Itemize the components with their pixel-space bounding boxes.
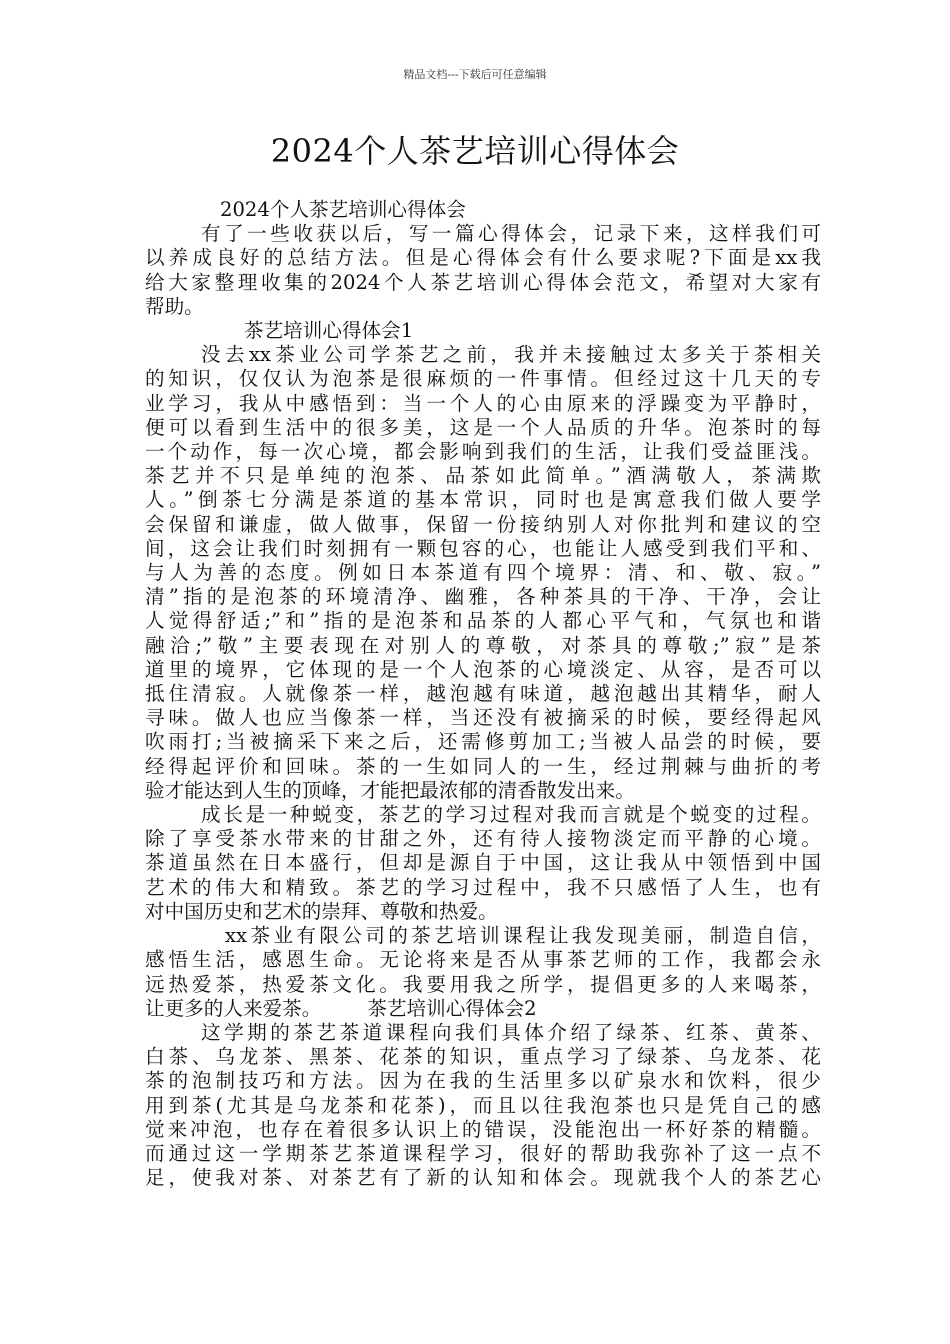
text-line: 没去xx茶业公司学茶艺之前，我并未接触过太多关于茶相关 bbox=[201, 343, 821, 367]
paragraph-4 bbox=[145, 1021, 821, 1190]
intro-paragraph bbox=[145, 222, 821, 319]
text-line: 人。”倒茶七分满是茶道的基本常识，同时也是寓意我们做人要学 bbox=[145, 488, 821, 512]
text-line: 茶的泡制技巧和方法。因为在我的生活里多以矿泉水和饮料，很少 bbox=[145, 1069, 821, 1093]
paragraph-2 bbox=[145, 803, 821, 924]
document-title: 2024个人茶艺培训心得体会 bbox=[270, 132, 680, 170]
text-line: 帮助。 bbox=[145, 294, 204, 318]
text-line: 除了享受茶水带来的甘甜之外，还有待人接物淡定而平静的心境。 bbox=[145, 827, 821, 851]
text-line: 以养成良好的总结方法。但是心得体会有什么要求呢?下面是xx我 bbox=[145, 246, 821, 270]
text-line: 清”指的是泡茶的环境清净、幽雅，各种茶具的干净、干净，会让 bbox=[145, 585, 821, 609]
subtitle bbox=[145, 198, 821, 222]
text-line: 与人为善的态度。例如日本茶道有四个境界：清、和、敬、寂。” bbox=[145, 561, 821, 585]
text-line: 间，这会让我们时刻拥有一颗包容的心，也能让人感受到我们平和、 bbox=[145, 536, 821, 560]
text-line: 觉来冲泡，也存在着很多认识上的错误，没能泡出一杯好茶的精髓。 bbox=[145, 1117, 821, 1141]
text-line: 寻味。做人也应当像茶一样，当还没有被摘采的时候，要经得起风 bbox=[145, 706, 821, 730]
text-line: 验才能达到人生的顶峰，才能把最浓郁的清香散发出来。 bbox=[145, 778, 635, 802]
text-line: 感悟生活，感恩生命。无论将来是否从事茶艺师的工作，我都会永 bbox=[145, 948, 821, 972]
text-line: 的知识，仅仅认为泡茶是很麻烦的一件事情。但经过这十几天的专 bbox=[145, 367, 821, 391]
page-header: 精品文档---下载后可任意编辑 bbox=[403, 68, 547, 81]
text-line: 成长是一种蜕变，茶艺的学习过程对我而言就是个蜕变的过程。 bbox=[201, 803, 821, 827]
text-line: 经得起评价和回味。茶的一生如同人的一生，经过荆棘与曲折的考 bbox=[145, 754, 821, 778]
section-title: 茶艺培训心得体会1 bbox=[244, 319, 414, 343]
text-line: 让更多的人来爱茶。 bbox=[145, 996, 322, 1020]
text-line: 远热爱茶，热爱茶文化。我要用我之所学，提倡更多的人来喝茶， bbox=[145, 972, 821, 996]
text-line: 有了一些收获以后，写一篇心得体会，记录下来，这样我们可 bbox=[201, 222, 821, 246]
text-line: 这学期的茶艺茶道课程向我们具体介绍了绿茶、红茶、黄茶、 bbox=[201, 1020, 821, 1044]
text-line-with-heading bbox=[145, 997, 821, 1021]
text-line: 艺术的伟大和精致。茶艺的学习过程中，我不只感悟了人生，也有 bbox=[145, 875, 821, 899]
text-line: 吹雨打;当被摘采下来之后，还需修剪加工;当被人品尝的时候，要 bbox=[145, 730, 821, 754]
text-line: 道里的境界，它体现的是一个人泡茶的心境淡定、从容，是否可以 bbox=[145, 657, 821, 681]
text-line: 茶艺并不只是单纯的泡茶、品茶如此简单。”酒满敬人，茶满欺 bbox=[145, 464, 821, 488]
section-heading-1 bbox=[145, 319, 821, 343]
text-line: 人觉得舒适;”和”指的是泡茶和品茶的人都心平气和，气氛也和谐 bbox=[145, 609, 821, 633]
text-line: 抵住清寂。人就像茶一样，越泡越有味道，越泡越出其精华，耐人 bbox=[145, 682, 821, 706]
paragraph-1 bbox=[145, 343, 821, 803]
text-line: 融洽;”敬”主要表现在对别人的尊敬，对茶具的尊敬;”寂”是茶 bbox=[145, 633, 821, 657]
text-line: 白茶、乌龙茶、黑茶、花茶的知识，重点学习了绿茶、乌龙茶、花 bbox=[145, 1045, 821, 1069]
subtitle-line: 2024个人茶艺培训心得体会 bbox=[220, 198, 466, 221]
text-line: xx茶业有限公司的茶艺培训课程让我发现美丽，制造自信， bbox=[225, 924, 821, 948]
text-line: 茶道虽然在日本盛行，但却是源自于中国，这让我从中领悟到中国 bbox=[145, 851, 821, 875]
paragraph-3 bbox=[145, 924, 821, 1021]
text-line: 用到茶(尤其是乌龙茶和花茶)，而且以往我泡茶也只是凭自己的感 bbox=[145, 1093, 821, 1117]
text-line: 足，使我对茶、对茶艺有了新的认知和体会。现就我个人的茶艺心 bbox=[145, 1166, 821, 1190]
text-line: 业学习，我从中感悟到：当一个人的心由原来的浮躁变为平静时， bbox=[145, 391, 821, 415]
section-title: 茶艺培训心得体会2 bbox=[367, 996, 537, 1020]
text-line: 便可以看到生活中的很多美，这是一个人品质的升华。泡茶时的每 bbox=[145, 415, 821, 439]
text-line: 而通过这一学期茶艺茶道课程学习，很好的帮助我弥补了这一点不 bbox=[145, 1141, 821, 1165]
text-line: 对中国历史和艺术的崇拜、尊敬和热爱。 bbox=[145, 899, 498, 923]
document-body bbox=[145, 198, 821, 1190]
text-line: 会保留和谦虚，做人做事，保留一份接纳别人对你批判和建议的空 bbox=[145, 512, 821, 536]
text-line: 一个动作，每一次心境，都会影响到我们的生活，让我们受益匪浅。 bbox=[145, 440, 821, 464]
text-line: 给大家整理收集的2024个人茶艺培训心得体会范文，希望对大家有 bbox=[145, 270, 821, 294]
